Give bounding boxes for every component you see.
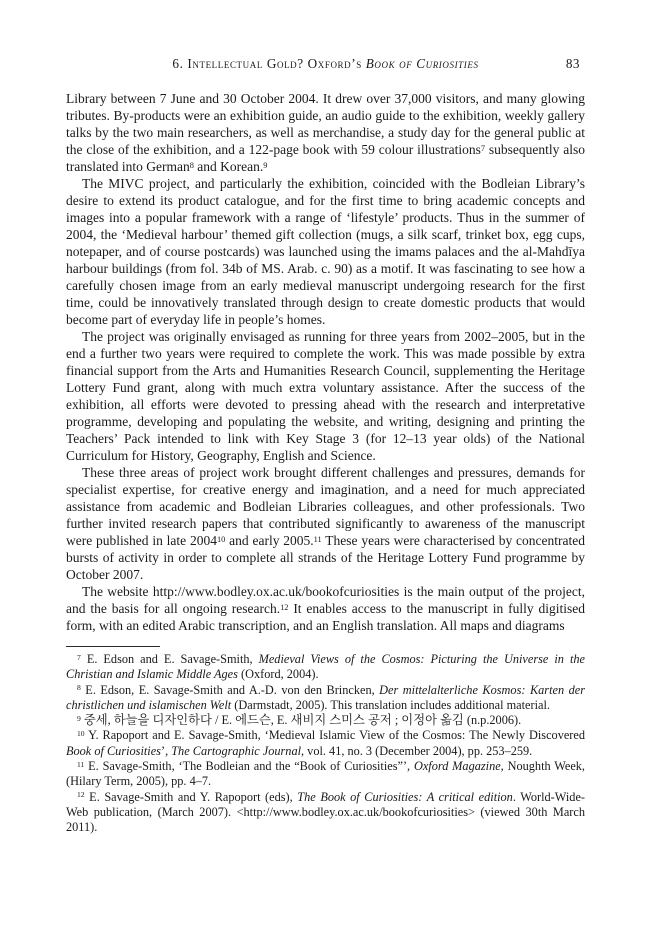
footnote: $^{11}$ E. Savage-Smith, ‘The Bodleian and the “Book of Curiosities”’, Oxford Magazine, Noughth Week, (Hilary Term, 2005), pp. 4–7. <box>66 759 586 789</box>
body-paragraph: The website http://www.bodley.ox.ac.uk/bookofcuriosities is the main output of the project, and the basis for all ongoing research.$^{12}$ It enables access to the manuscript in fully digitised form, with an edited Arabic transcription, and an English translation. All maps and diagrams <box>66 584 585 633</box>
footnote: $^7$ E. Edson and E. Savage-Smith, Medieval Views of the Cosmos: Picturing the Universe in the Christian and Islamic Middle Ages (Oxford, 2004). <box>66 652 585 682</box>
running-head-work-title: Book of Curiosities <box>365 56 479 71</box>
footnote-separator <box>66 646 160 647</box>
page-number: 83 <box>565 56 580 71</box>
footnote: $^8$ E. Edson, E. Savage-Smith and A.-D. von den Brincken, Der mittelalterliche Kosmos: Karten der christlichen und islamischen Welt (Darmstadt, 2005). This translation includes additional material. <box>66 682 585 712</box>
body-paragraph: The MIVC project, and particularly the exhibition, coincided with the Bodleian Library’s desire to extend its product catalogue, and for the first time to bring academic concepts and images into a popular framework with a range of ‘lifestyle’ products. Thus in the summer of 2004, the ‘Medieval harbour’ themed gift collection (mugs, a silk scarf, trinket box, egg cups, notepaper, and of course postcards) was launched using the imams palaces and the al-Mahdīya harbour buildings (from fol. 34b of MS. Arab. c. 90) as a motif. It was fascinating to see how a carefully chosen image from an early medieval manuscript undergoing research for the first time, could be innovatively translated through design to create domestic products that would become part of everyday life in people’s homes. <box>66 176 585 327</box>
footnote: $^{12}$ E. Savage-Smith and Y. Rapoport (eds), The Book of Curiosities: A critical edition. World-Wide-Web publication, (March 2007). <http://www.bodley.ox.ac.uk/bookofcuriosities> (viewed 30th March 2011). <box>66 789 586 835</box>
main-text <box>66 90 585 634</box>
footnotes-block <box>66 652 585 836</box>
body-paragraph: The project was originally envisaged as running for three years from 2002–2005, but in the end a further two years were required to complete the work. This was made possible by extra financial support from the Arts and Humanities Research Council, supplementing the Heritage Lottery Fund grant, along with much extra voluntary assistance. After the success of the exhibition, all efforts were devoted to pressing ahead with the research and interpretative programme, developing and populating the website, and writing, designing and printing the Teachers’ Pack intended to link with Key Stage 3 (for 12–13 year olds) of the National Curriculum for History, Geography, English and Science. <box>66 329 585 463</box>
running-head-text: 6. Intellectual Gold? Oxford’s <box>172 56 366 71</box>
running-head <box>66 56 585 72</box>
footnote: $^{10}$ Y. Rapoport and E. Savage-Smith, ‘Medieval Islamic View of the Cosmos: The Newly Discovered Book of Curiosities’, The Cartographic Journal, vol. 41, no. 3 (December 2004), pp. 253–259. <box>66 728 585 758</box>
footnote: $^9$ 중세, 하늘을 디자인하다 / E. 에드슨, E. 새비지 스미스 공저 ; 이정아 옮김 (n.p.2006). <box>77 713 522 728</box>
body-paragraph: These three areas of project work brought different challenges and pressures, demands for specialist expertise, for creative energy and imagination, and a need for much appreciated assistance from academic and Bodleian Libraries colleagues, and other professionals. Two further invited research papers that contributed significantly to awareness of the manuscript were published in late 2004$^{10}$ and early 2005.11 These years were characterised by concentrated bursts of activity in order to complete all strands of the Heritage Lottery Fund programme by October 2007. <box>66 465 586 582</box>
body-paragraph: Library between 7 June and 30 October 2004. It drew over 37,000 visitors, and many glowing tributes. By-products were an exhibition guide, an audio guide to the exhibition, weekly gallery talks by the two main researchers, as well as merchandise, a study day for the general public at the close of the exhibition, and a 122-page book with 59 colour illustrations$^7$ subsequently also translated into German$^8$ and Korean.$^9$ <box>66 91 585 174</box>
